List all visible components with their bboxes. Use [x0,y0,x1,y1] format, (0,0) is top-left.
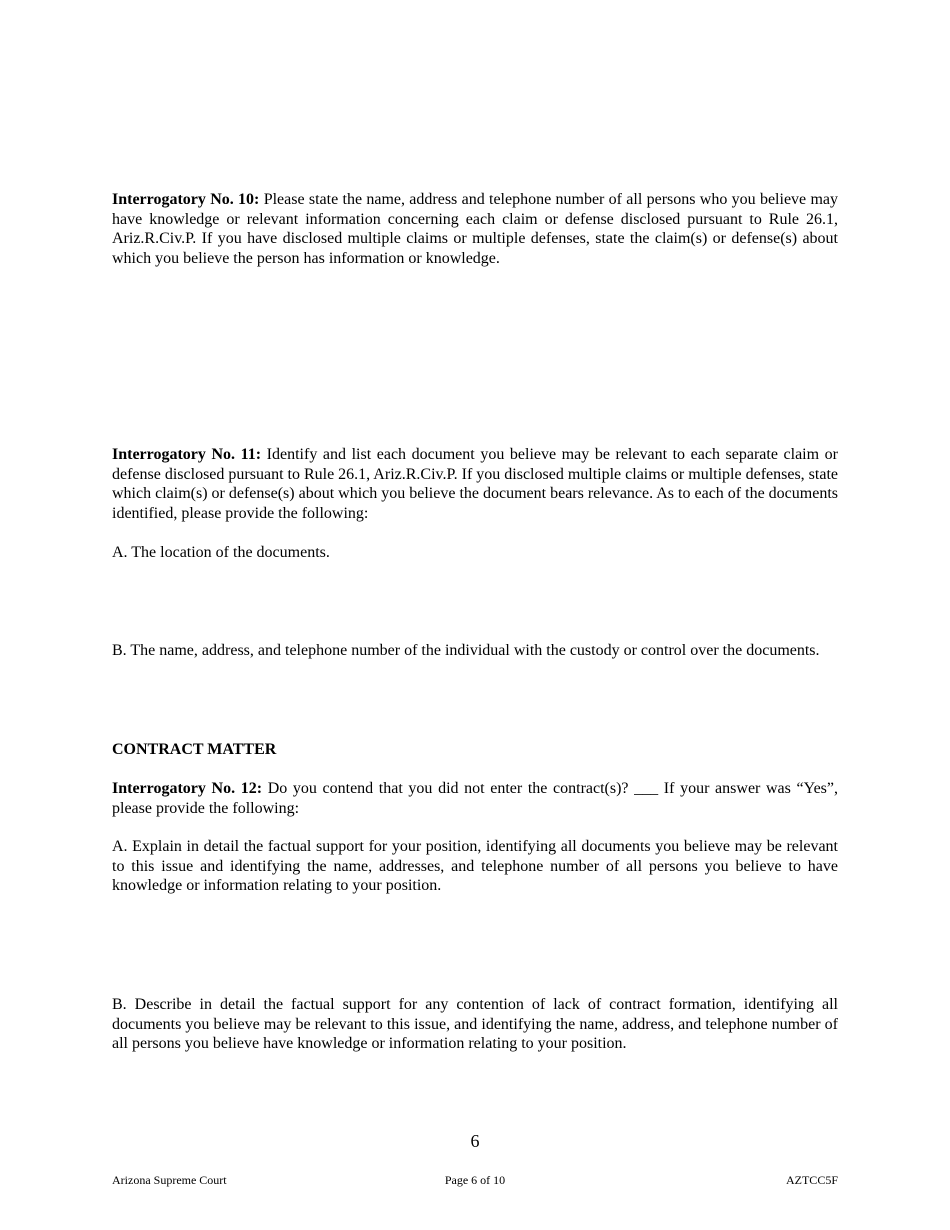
interrogatory-11-label: Interrogatory No. 11: [112,446,262,463]
interrogatory-11-item-b: B. The name, address, and telephone number of the individual with the custody or control over the documents. [112,642,820,659]
interrogatory-11-text: Identify and list each document you believe may be relevant to each separate claim or defense disclosed pursuant to Rule 26.1, Ariz.R.Civ.P. If you disclosed multiple claims or multiple defenses, state which claim(s) or defense(s) about which you believe the document bears relevance. As to each of the documents identified, please provide the following: [112,446,838,522]
interrogatory-12-text: Do you contend that you did not enter the contract(s)? ___ If your answer was “Yes”, please provide the following: [112,780,839,817]
interrogatory-11-item-a: A. The location of the documents. [112,544,330,561]
interrogatory-10-label: Interrogatory No. 10: [112,191,260,208]
interrogatory-12-item-a: A. Explain in detail the factual support for your position, identifying all documents you believe may be relevant to this issue and identifying the name, addresses, and telephone number of all persons you believe to have knowledge or information relating to your position. [112,838,838,895]
footer-form-code: AZTCC5F [785,1173,838,1187]
page-number: 6 [470,1131,480,1151]
footer-page-count: Page 6 of 10 [444,1173,506,1187]
footer-court-name: Arizona Supreme Court [112,1173,227,1187]
interrogatory-10-text: Please state the name, address and telephone number of all persons who you believe may have knowledge or relevant information concerning each claim or defense disclosed pursuant to Rule 26.1, Ariz.R.Civ.P. If you have disclosed multiple claims or multiple defenses, state the claim(s) or defense(s) about which you believe the person has information or knowledge. [112,191,839,267]
section-heading: CONTRACT MATTER [112,741,277,758]
interrogatory-11 [112,445,838,523]
interrogatory-12 [112,779,838,818]
interrogatory-12-label: Interrogatory No. 12: [112,780,263,797]
interrogatory-12-item-b: B. Describe in detail the factual support for any contention of lack of contract formation, identifying all documents you believe may be relevant to this issue, and identifying the name, address, and telephone number of all persons you believe have knowledge or information relating to your position. [112,996,838,1053]
interrogatory-10 [112,190,838,268]
